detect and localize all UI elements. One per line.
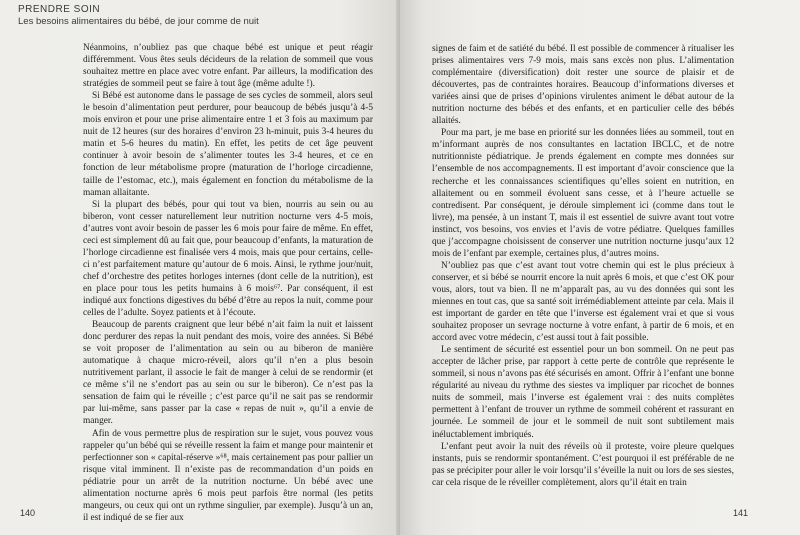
paragraph: Afin de vous permettre plus de respiration sur le sujet, vous pouvez vous rappeler qu’un bébé qui se réveille ressent la faim et mange pour maintenir et perfectionner son « capital-réserve »⁶⁸, mais certainement pas pour pallier un risque vital imminent. Il n’existe pas de recommandation d’un poids en pédiatrie pour un arrêt de la nutrition nocturne. Un bébé avec une alimentation nocturne après 6 mois peut parfois être normal (les petits mangeurs, ou ceux qui ont un rythme singulier, par exemple). Jusqu’à un an, il est indiqué de se fier aux <box>83 428 373 523</box>
paragraph: Le sentiment de sécurité est essentiel pour un bon sommeil. On ne peut pas accepter de lâcher prise, par rapport à cette perte de contrôle que représente le sommeil, si nous n’avons pas été sécurisés en amont. Offrir à l’enfant une bonne régularité au niveau du rythme des siestes va impliquer par ricochet de bonnes nuits de sommeil, mais l’inverse est également vrai : des nuits complètes permettent à l’enfant de trouver un rythme de sommeil cohérent et rassurant en journée. Le sommeil de jour et le sommeil de nuit sont subtilement mais inéluctablement imbriqués. <box>432 345 734 440</box>
right-text-column <box>432 43 734 489</box>
running-head <box>18 4 259 28</box>
paragraph: Beaucoup de parents craignent que leur bébé n’ait faim la nuit et laissent donc perdurer des repas la nuit pendant des mois, voire des années. Si Bébé se voit proposer de l’alimentation au sein ou au biberon de manière automatique à chaque micro-réveil, alors qu’il n’en a plus besoin nutritivement parlant, il associe le fait de manger à celui de se rendormir (et ce même s’il ne s’endort pas au sein ou sur le biberon). Ce n’est pas la sensation de faim qui le réveille ; c’est parce qu’il ne sait pas se rendormir par lui-même, sans passer par la case « repas de nuit », qu’il a envie de manger. <box>83 320 373 427</box>
page-number: 140 <box>20 508 36 518</box>
paragraph: Si la plupart des bébés, pour qui tout va bien, nourris au sein ou au biberon, vont cesser naturellement leur nutrition nocturne vers 4-5 mois, d’autres vont avoir besoin de passer les 6 mois pour faire de même. En effet, ceci est simplement dû au fait que, pour beaucoup d’enfants, la maturation de l’horloge circadienne est finalisée vers 4 mois, mais que pour certains, celle-ci n’est parfaitement mature qu’autour de 6 mois. Ainsi, le rythme jour/nuit, chef d’orchestre des petites horloges internes (dont celle de la nutrition), est en place pour tous les petits humains à 6 mois⁶⁷. Par conséquent, il est indiqué aux fonctions digestives du bébé d’être au repos la nuit, comme pour celles de l’adulte. Soyez patients et à l’écoute. <box>83 199 373 319</box>
left-text-column <box>83 42 373 524</box>
page-number: 141 <box>733 508 749 518</box>
running-head-chapter: Les besoins alimentaires du bébé, de jour comme de nuit <box>18 16 259 27</box>
right-page <box>400 0 800 535</box>
paragraph: N’oubliez pas que c’est avant tout votre chemin qui est le plus précieux à conserver, et si bébé se nourrit encore la nuit après 6 mois, et que c’est OK pour vous, alors, tout va bien. Il ne m’apparaît pas, au vu des données qui sont les miennes en tout cas, que sa santé soit irrémédiablement atteinte par cela. Mais il est important de garder en tête que l’inverse est également vrai et que si vous souhaitez proposer un sevrage nocturne à votre enfant, à partir de 6 mois, et en accord avec votre médecin, c’est aussi tout à fait possible. <box>432 260 734 344</box>
paragraph: Néanmoins, n’oubliez pas que chaque bébé est unique et peut réagir différemment. Vous êtes seuls décideurs de la relation de sommeil que vous souhaitez mettre en place avec votre enfant. Par ailleurs, la modification des stratégies de sommeil peut se faire à tout âge (même adulte !). <box>83 43 373 90</box>
paragraph: signes de faim et de satiété du bébé. Il est possible de commencer à ritualiser les prises alimentaires vers 7-9 mois, mais sans excès non plus. L’alimentation complémentaire (diversification) doit rester une source de plaisir et de découvertes, pas de contraintes horaires. Beaucoup d’informations diverses et variées ainsi que de prises d’opinions virulentes animent le débat autour de la nutrition nocturne des bébés et des enfants, et en particulier celle des bébés allaités. <box>432 44 734 127</box>
running-head-section: PRENDRE SOIN <box>18 4 101 15</box>
paragraph: Si Bébé est autonome dans le passage de ses cycles de sommeil, alors seul le besoin d’alimentation peut perdurer, pour beaucoup de bébés jusqu’à 4-5 mois environ et pour une prise alimentaire entre 1 et 3 fois au maximum par nuit de 12 heures (sur des horaires d’environ 23 h-minuit, puis 3-4 heures du matin et 5-6 heures du matin). En effet, les petits de cet âge peuvent continuer à avoir besoin de s’alimenter toutes les 3-4 heures, et ce en fonction de leur métabolisme propre (maturation de l’horloge circadienne, taille de l’estomac, etc.), mais également en fonction du métabolisme de la maman allaitante. <box>83 91 373 198</box>
paragraph: Pour ma part, je me base en priorité sur les données liées au sommeil, tout en m’informant auprès de nos consultantes en lactation IBCLC, et de notre nutritionniste pédiatrique. Je prends également en compte mes données sur l’ensemble de nos accompagnements. Il est important d’avoir conscience que la recherche et les connaissances scientifiques qu’elles soient en nutrition, en allaitement ou en sommeil évoluent sans cesse, et à l’heure actuelle se contredisent. Par conséquent, je déroule simplement ici (comme dans tout le livre), ma pensée, à un instant T, mais il est essentiel de suivre avant tout votre instinct, vos besoins, vos envies et l’avis de votre pédiatre. Quelques familles que j’accompagne choisissent de conserver une nutrition nocturne jusqu’aux 12 mois de l’enfant par exemple, certaines plus, d’autres moins. <box>432 128 734 259</box>
paragraph: L’enfant peut avoir la nuit des réveils où il proteste, voire pleure quelques instants, puis se rendormir spontanément. C’est pourquoi il est préférable de ne pas se précipiter pour aller le voir lorsqu’il s’éveille la nuit ou lors de ses siestes, car cela risque de le réveiller complètement, alors qu’il était en train <box>432 441 734 488</box>
